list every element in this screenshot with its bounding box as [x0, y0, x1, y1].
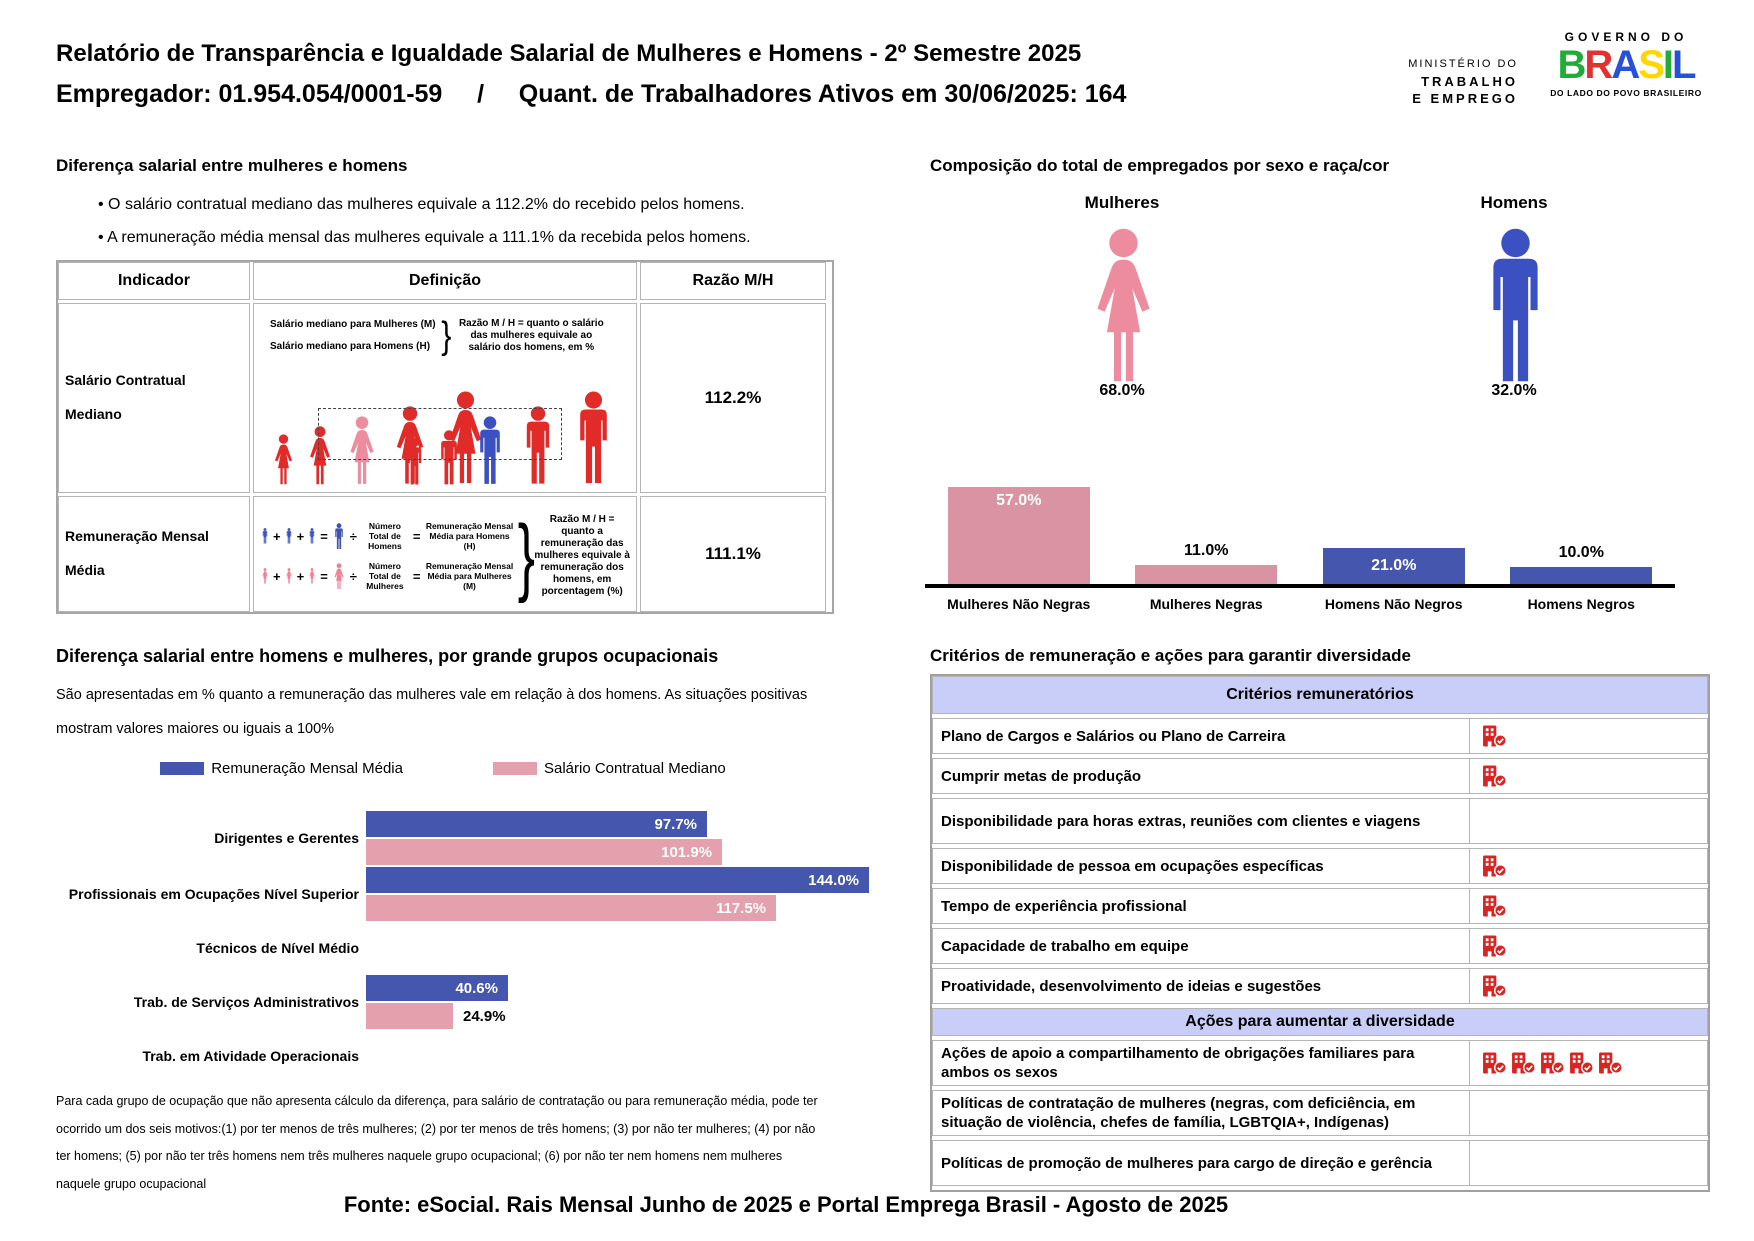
criteria-row	[932, 1140, 1708, 1186]
ministry-logo-line2: TRABALHO	[1421, 74, 1518, 89]
indicator-table-header-indicador: Indicador	[58, 262, 250, 300]
indicator-table	[56, 260, 834, 614]
comp-bar-value: 10.0%	[1558, 544, 1604, 561]
men-average-formula: + + = ÷ Número Total de Homens = Remuneração Mensal Média para Homens (H)	[260, 521, 516, 551]
brace-glyph: }	[440, 314, 452, 357]
occ-chart-row	[56, 1030, 886, 1082]
occ-bar-remuneracao	[366, 867, 869, 893]
comp-bar	[1323, 548, 1465, 584]
criteria-row	[932, 1090, 1708, 1136]
criteria-section2-header: Ações para aumentar a diversidade	[932, 1008, 1708, 1036]
def-note-remuneracao: Razão M / H = quanto a remuneração das mulheres equivale à remuneração dos homens, em porcentagem (%)	[534, 514, 630, 597]
definition-cell-remuneracao-media	[253, 496, 637, 612]
formula-result-label: Remuneração Mensal Média para Mulheres (M)	[425, 561, 514, 591]
men-figures-group	[400, 391, 622, 486]
criteria-row	[932, 968, 1708, 1004]
paygap-heading: Diferença salarial entre mulheres e homens	[56, 156, 408, 175]
paygap-bullets	[98, 188, 828, 254]
criteria-label: Políticas de contratação de mulheres (negras, com deficiência, em situação de violência, chefes de família, LGBTQIA+, Indígenas)	[933, 1091, 1470, 1135]
criteria-label: Disponibilidade de pessoa em ocupações específicas	[933, 849, 1470, 883]
ministry-logo	[1368, 56, 1518, 107]
occupational-footnote: Para cada grupo de ocupação que não apresenta cálculo da diferença, para salário de contratação ou para remuneração média, pode ter ocorrido um dos seis motivos:(1) por ter menos de três mulheres; (2) por ter menos de três homens; (3) por não ter mulheres; (4) por não ter homens; (5) por não ter três homens nem três mulheres naquele grupo ocupacional; (6) por não ter nem homens nem mulheres naquele grupo ocupacional	[56, 1094, 818, 1191]
composition-bar-slot	[1488, 437, 1676, 584]
woman-icon	[260, 568, 270, 584]
composition-category-labels	[925, 596, 1675, 612]
occ-chart-row	[56, 866, 886, 922]
indicator-table-header-definicao: Definição	[253, 262, 637, 300]
woman-icon	[302, 426, 338, 486]
man-icon	[284, 528, 294, 544]
occ-bar-value: 24.9%	[463, 1007, 506, 1025]
def-line-homens: Salário mediano para Homens (H)	[270, 341, 431, 352]
man-icon	[400, 438, 429, 486]
criteria-row	[932, 928, 1708, 964]
occupational-legend	[56, 760, 830, 777]
employer-line: Empregador: 01.954.054/0001-59 / Quant. de Trabalhadores Ativos em 30/06/2025: 164	[56, 80, 1127, 108]
man-icon	[307, 528, 317, 544]
criteria-label: Capacidade de trabalho em equipe	[933, 929, 1470, 963]
legend-label: Salário Contratual Mediano	[543, 760, 726, 777]
criteria-table	[930, 674, 1710, 1192]
building-check-icon	[1569, 1052, 1594, 1074]
criteria-label: Disponibilidade para horas extras, reuniões com clientes e viagens	[933, 799, 1470, 843]
building-check-icon	[1482, 935, 1507, 957]
woman-icon	[1076, 228, 1171, 386]
legend-item	[493, 760, 726, 777]
man-icon	[432, 430, 466, 486]
def-line-mulheres: Salário mediano para Mulheres (M)	[270, 319, 436, 330]
brasil-logo-tagline: DO LADO DO POVO BRASILEIRO	[1550, 88, 1702, 98]
median-figures-graphic	[262, 382, 628, 486]
criteria-label: Plano de Cargos e Salários ou Plano de Carreira	[933, 719, 1470, 753]
criteria-row	[932, 758, 1708, 794]
composition-bar-chart	[925, 437, 1675, 588]
criteria-answer-cell	[1470, 969, 1707, 1003]
criteria-answer-cell	[1470, 1041, 1707, 1085]
building-check-icon	[1540, 1052, 1565, 1074]
brasil-logo-wordmark: BRASIL	[1557, 43, 1695, 87]
comp-bar	[948, 487, 1090, 584]
composition-female-value: 68.0%	[1099, 382, 1145, 399]
brace-glyph: }	[517, 508, 535, 604]
composition-heading: Composição do total de empregados por sexo e raça/cor	[930, 156, 1390, 175]
ministry-logo-line1: MINISTÉRIO DO	[1408, 58, 1518, 70]
formula-divide-label: Número Total de Mulheres	[366, 561, 404, 591]
occ-category-label: Técnicos de Nível Médio	[196, 940, 359, 956]
woman-icon	[284, 568, 294, 584]
occ-bar-value: 144.0%	[808, 871, 859, 889]
building-check-icon	[1482, 765, 1507, 787]
criteria-answer-cell	[1470, 1141, 1707, 1185]
def-note-salario: Razão M / H = quanto o salário das mulheres equivale ao salário dos homens, em %	[458, 318, 604, 353]
legend-label: Remuneração Mensal Média	[211, 760, 403, 777]
criteria-answer-cell	[1470, 849, 1707, 883]
criteria-row	[932, 888, 1708, 924]
comp-category-label: Mulheres Negras	[1149, 596, 1263, 612]
comp-bar-value: 11.0%	[1184, 542, 1229, 559]
man-icon	[565, 391, 622, 486]
composition-bar-slot	[1300, 437, 1488, 584]
criteria-row	[932, 718, 1708, 754]
man-icon	[514, 406, 562, 486]
occ-category-label: Trab. de Serviços Administrativos	[133, 994, 359, 1010]
criteria-section1-header: Critérios remuneratórios	[932, 676, 1708, 714]
comp-category-label: Homens Negros	[1527, 596, 1635, 612]
criteria-answer-cell	[1470, 889, 1707, 923]
occupational-description: São apresentadas em % quanto a remuneração das mulheres vale em relação à dos homens. As situações positivas mostram valores maiores ou iguais a 100%	[56, 687, 808, 737]
occ-bar-value: 40.6%	[455, 979, 498, 997]
criteria-row	[932, 1040, 1708, 1086]
occ-category-label: Dirigentes e Gerentes	[214, 830, 359, 846]
brasil-logo-top: GOVERNO DO	[1564, 30, 1688, 44]
chart-baseline	[925, 584, 1675, 588]
criteria-label: Políticas de promoção de mulheres para cargo de direção e gerência	[933, 1141, 1470, 1185]
man-icon	[1468, 228, 1563, 386]
occ-bar-value: 101.9%	[661, 843, 712, 861]
ratio-cell-salario-mediano: 112.2%	[640, 303, 826, 493]
criteria-heading: Critérios de remuneração e ações para garantir diversidade	[930, 646, 1411, 665]
paygap-bullet-1: • O salário contratual mediano das mulheres equivale a 112.2% do recebido pelos homens.	[98, 188, 828, 221]
comp-bar-value: 21.0%	[1371, 557, 1417, 574]
women-average-formula: + + = ÷ Número Total de Mulheres = Remuneração Mensal Média para Mulheres (M)	[260, 561, 516, 591]
criteria-label: Tempo de experiência profissional	[933, 889, 1470, 923]
occ-bar-remuneracao	[366, 975, 508, 1001]
woman-icon	[307, 568, 317, 584]
indicator-table-header-razao: Razão M/H	[640, 262, 826, 300]
occ-bar-salario	[366, 1003, 506, 1029]
comp-bar-value: 57.0%	[996, 492, 1042, 509]
formula-result-label: Remuneração Mensal Média para Homens (H)	[425, 521, 514, 551]
ministry-logo-line3: E EMPREGO	[1412, 91, 1518, 106]
page-title: Relatório de Transparência e Igualdade Salarial de Mulheres e Homens - 2º Semestre 2025	[56, 40, 1082, 67]
composition-female-label: Mulheres	[1084, 193, 1160, 212]
occ-chart-row	[56, 974, 886, 1030]
man-icon	[1468, 228, 1563, 391]
ratio-cell-remuneracao-media: 111.1%	[640, 496, 826, 612]
occ-chart-row	[56, 922, 886, 974]
occupational-bar-chart	[56, 810, 886, 1082]
building-check-icon	[1482, 895, 1507, 917]
criteria-row	[932, 798, 1708, 844]
building-check-icon	[1598, 1052, 1623, 1074]
occ-bar-salario	[366, 839, 722, 865]
legend-item	[160, 760, 403, 777]
indicator-cell-salario-mediano: Salário Contratual Mediano	[58, 303, 250, 493]
woman-icon	[1076, 228, 1171, 391]
woman-icon	[341, 416, 383, 486]
occ-bar-value: 97.7%	[654, 815, 697, 833]
woman-icon	[268, 434, 299, 486]
formula-divide-label: Número Total de Homens	[368, 521, 402, 551]
comp-category-label: Homens Não Negros	[1324, 596, 1463, 612]
criteria-label: Proatividade, desenvolvimento de ideias e sugestões	[933, 969, 1470, 1003]
composition-male-value: 32.0%	[1491, 382, 1537, 399]
criteria-answer-cell	[1470, 759, 1707, 793]
indicator-cell-remuneracao-media: Remuneração Mensal Média	[58, 496, 250, 612]
woman-icon	[331, 563, 347, 590]
comp-bar	[1135, 565, 1277, 584]
comp-bar	[1510, 567, 1652, 584]
footer-source: Fonte: eSocial. Rais Mensal Junho de 2025 e Portal Emprega Brasil - Agosto de 2025	[343, 1192, 1229, 1217]
legend-swatch	[160, 762, 204, 775]
criteria-row	[932, 848, 1708, 884]
occ-category-label: Profissionais em Ocupações Nível Superior	[68, 886, 359, 902]
criteria-answer-cell	[1470, 799, 1707, 843]
criteria-label: Cumprir metas de produção	[933, 759, 1470, 793]
composition-bar-slot	[925, 437, 1113, 584]
occ-chart-row	[56, 810, 886, 866]
occupational-heading: Diferença salarial entre homens e mulheres, por grande grupos ocupacionais	[56, 646, 719, 666]
criteria-answer-cell	[1470, 719, 1707, 753]
occ-bar-salario	[366, 895, 776, 921]
building-check-icon	[1511, 1052, 1536, 1074]
man-icon	[469, 416, 511, 486]
occ-bar-value: 117.5%	[715, 899, 766, 917]
definition-cell-salario-mediano	[253, 303, 637, 493]
occ-bar-remuneracao	[366, 811, 707, 837]
criteria-answer-cell	[1470, 929, 1707, 963]
man-icon	[331, 523, 347, 550]
building-check-icon	[1482, 975, 1507, 997]
brasil-logo	[1538, 30, 1714, 98]
building-check-icon	[1482, 855, 1507, 877]
paygap-bullet-2: • A remuneração média mensal das mulheres equivale a 111.1% da recebida pelos homens.	[98, 221, 828, 254]
man-icon	[260, 528, 270, 544]
occ-category-label: Trab. em Atividade Operacionais	[142, 1048, 359, 1064]
criteria-answer-cell	[1470, 1091, 1707, 1135]
composition-male-label: Homens	[1480, 193, 1548, 212]
composition-bar-slot	[1113, 437, 1301, 584]
legend-swatch	[493, 762, 537, 775]
building-check-icon	[1482, 1052, 1507, 1074]
criteria-label: Ações de apoio a compartilhamento de obrigações familiares para ambos os sexos	[933, 1041, 1470, 1085]
comp-category-label: Mulheres Não Negras	[947, 596, 1091, 612]
building-check-icon	[1482, 725, 1507, 747]
